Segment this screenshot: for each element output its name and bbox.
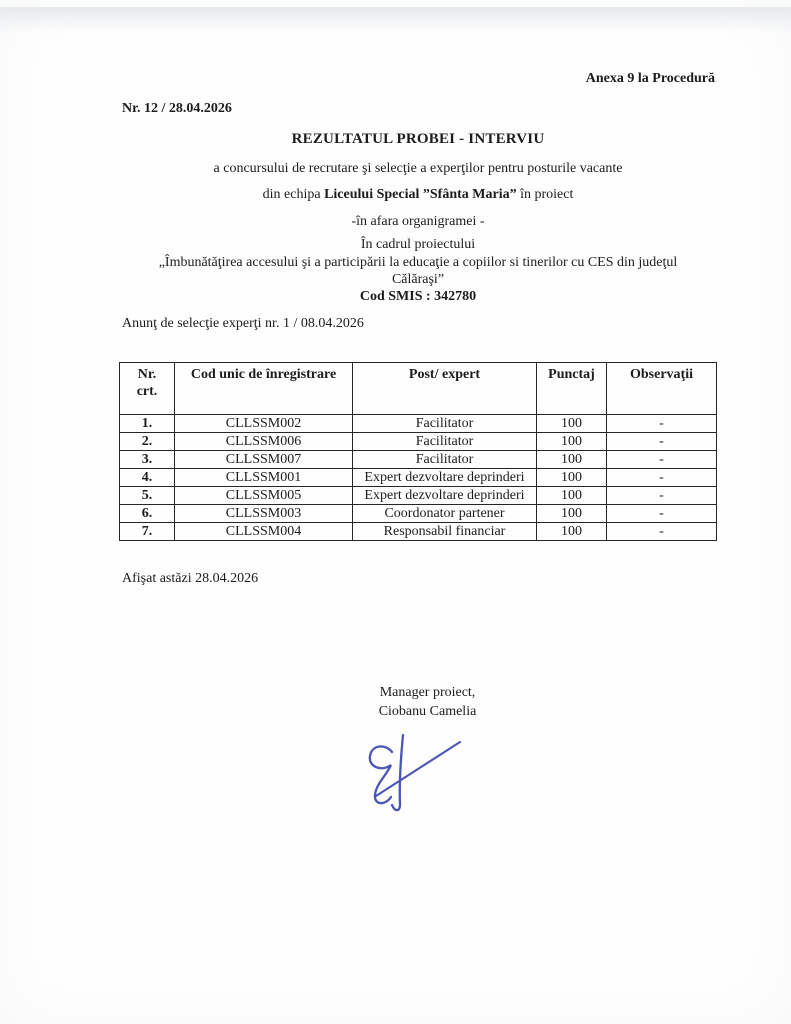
table-cell: 1. xyxy=(120,415,175,433)
table-cell: CLLSSM004 xyxy=(175,523,353,541)
table-row xyxy=(120,523,717,541)
table-cell: Facilitator xyxy=(353,415,537,433)
table-cell: CLLSSM006 xyxy=(175,433,353,451)
table-cell: 5. xyxy=(120,487,175,505)
table-cell: 100 xyxy=(537,523,607,541)
table-cell: - xyxy=(607,451,717,469)
table-cell: 100 xyxy=(537,415,607,433)
table-row xyxy=(120,487,717,505)
table-cell: Coordonator partener xyxy=(353,505,537,523)
table-cell: - xyxy=(607,415,717,433)
table-cell: - xyxy=(607,433,717,451)
table-cell: 6. xyxy=(120,505,175,523)
table-cell: CLLSSM003 xyxy=(175,505,353,523)
document-subtitle: a concursului de recrutare şi selecţie a experţilor pentru posturile vacante xyxy=(213,161,623,176)
signature-block xyxy=(340,683,515,721)
table-cell: 100 xyxy=(537,487,607,505)
header-observatii: Observaţii xyxy=(607,363,717,415)
table-cell: Expert dezvoltare deprinderi xyxy=(353,469,537,487)
table-cell: 100 xyxy=(537,451,607,469)
results-table xyxy=(119,362,717,541)
signer-name: Ciobanu Camelia xyxy=(378,704,477,719)
header-row xyxy=(120,363,717,415)
project-name-line2: Călăraşi” xyxy=(391,272,445,287)
table-cell: Facilitator xyxy=(353,451,537,469)
registration-number: Nr. 12 / 28.04.2026 xyxy=(122,101,232,116)
table-row xyxy=(120,433,717,451)
header-post-expert: Post/ expert xyxy=(353,363,537,415)
table-cell: 3. xyxy=(120,451,175,469)
school-name: Liceului Special ”Sfânta Maria” xyxy=(324,187,517,202)
signer-role: Manager proiect, xyxy=(379,685,476,700)
annex-label: Anexa 9 la Procedură xyxy=(585,71,715,86)
table-row xyxy=(120,415,717,433)
document-title: REZULTATUL PROBEI - INTERVIU xyxy=(291,131,545,147)
project-name-line1: „Îmbunătăţirea accesului şi a participării la educaţie a copiilor si tinerilor cu CES din judeţul xyxy=(158,255,678,270)
header-nr-crt: Nr. crt. xyxy=(120,363,175,415)
header-cod-unic: Cod unic de înregistrare xyxy=(175,363,353,415)
table-cell: - xyxy=(607,487,717,505)
table-cell: 7. xyxy=(120,523,175,541)
handwritten-signature xyxy=(352,726,472,821)
table-cell: CLLSSM005 xyxy=(175,487,353,505)
table-cell: CLLSSM002 xyxy=(175,415,353,433)
table-row xyxy=(120,469,717,487)
team-suffix: în proiect xyxy=(516,187,574,202)
table-cell: 100 xyxy=(537,433,607,451)
team-prefix: din echipa xyxy=(262,187,325,202)
smis-code: Cod SMIS : 342780 xyxy=(359,289,477,304)
table-row xyxy=(120,451,717,469)
project-intro: În cadrul proiectului xyxy=(360,237,476,252)
table-cell: 2. xyxy=(120,433,175,451)
table-cell: - xyxy=(607,505,717,523)
header-punctaj: Punctaj xyxy=(537,363,607,415)
table-cell: Expert dezvoltare deprinderi xyxy=(353,487,537,505)
table-cell: - xyxy=(607,469,717,487)
table-cell: Facilitator xyxy=(353,433,537,451)
results-table-header xyxy=(120,363,717,415)
table-cell: - xyxy=(607,523,717,541)
table-row xyxy=(120,505,717,523)
announcement-line: Anunţ de selecţie experţi nr. 1 / 08.04.2026 xyxy=(122,316,364,331)
table-cell: 100 xyxy=(537,505,607,523)
table-cell: Responsabil financiar xyxy=(353,523,537,541)
posted-date-line: Afişat astăzi 28.04.2026 xyxy=(122,571,259,586)
org-note: -în afara organigramei - xyxy=(351,214,485,229)
team-line xyxy=(45,186,791,203)
table-cell: CLLSSM001 xyxy=(175,469,353,487)
table-cell: 100 xyxy=(537,469,607,487)
table-cell: CLLSSM007 xyxy=(175,451,353,469)
table-cell: 4. xyxy=(120,469,175,487)
results-table-body xyxy=(120,415,717,541)
